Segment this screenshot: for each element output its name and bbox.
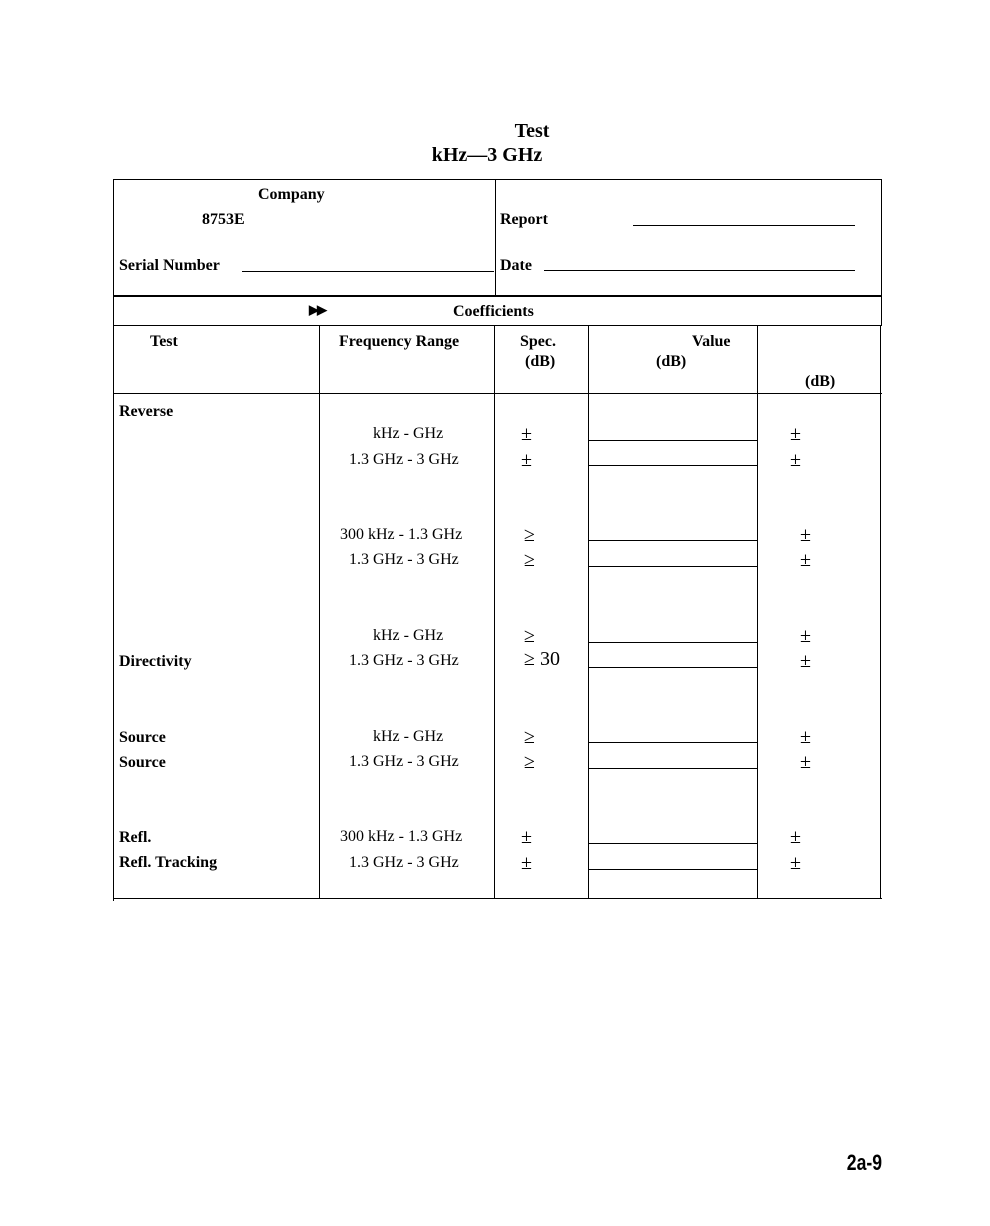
measured-value-field[interactable] [589,566,757,567]
freq-range: 1.3 GHz - 3 GHz [349,753,459,770]
spec-value: ≥ [524,751,535,773]
header-divider [495,179,496,297]
model-label: 8753E [202,211,245,228]
freq-range: 300 kHz - 1.3 GHz [340,526,463,543]
date-label: Date [500,257,532,274]
table-right-border [880,325,881,899]
group-label-directivity: Directivity [119,653,192,670]
col-header-value-unit: (dB) [656,353,687,370]
measured-value-field[interactable] [589,465,757,466]
col-divider-4 [757,325,758,899]
group-label-source-2: Source [119,754,166,771]
freq-range: 1.3 GHz - 3 GHz [349,854,459,871]
page-number: 2a-9 [846,1150,882,1175]
uncertainty-value: ± [790,423,801,445]
table-bottom-border [113,898,882,899]
section-arrow-icon: ▶▶ [309,302,325,317]
col-divider-1 [319,325,320,899]
uncertainty-value: ± [800,650,811,672]
uncertainty-value: ± [800,726,811,748]
spec-value: ± [521,449,532,471]
col-header-test: Test [150,333,178,350]
col-header-spec: Spec. [520,333,556,350]
measured-value-field[interactable] [589,540,757,541]
col-header-spec-unit: (dB) [525,353,556,370]
col-header-value: Value [692,333,731,350]
page-title-line1: Test [514,120,550,142]
header-box [113,179,882,297]
uncertainty-value: ± [800,524,811,546]
page-title-line2: kHz—3 GHz [431,144,543,166]
measured-value-field[interactable] [589,440,757,441]
column-header-divider [113,393,882,394]
col-header-frequency: Frequency Range [339,333,460,350]
serial-number-field[interactable] [242,271,494,272]
section-title: Coefficients [453,303,534,320]
freq-range: 1.3 GHz - 3 GHz [349,451,459,468]
freq-range: 1.3 GHz - 3 GHz [349,652,459,669]
group-label-reverse: Reverse [119,403,174,420]
freq-range: kHz - GHz [373,425,444,442]
spec-value: ≥ [524,524,535,546]
measured-value-field[interactable] [589,768,757,769]
col-header-uncertainty-unit: (dB) [805,373,836,390]
spec-value: ≥ 30 [524,648,560,670]
measured-value-field[interactable] [589,843,757,844]
uncertainty-value: ± [790,449,801,471]
group-label-refl: Refl. [119,829,152,846]
uncertainty-value: ± [800,625,811,647]
col-divider-3 [588,325,589,899]
spec-value: ≥ [524,726,535,748]
uncertainty-value: ± [790,852,801,874]
serial-number-label: Serial Number [119,257,220,274]
report-label: Report [500,211,548,228]
spec-value: ≥ [524,549,535,571]
spec-value: ≥ [524,625,535,647]
spec-value: ± [521,826,532,848]
freq-range: 300 kHz - 1.3 GHz [340,828,463,845]
group-label-source-1: Source [119,729,166,746]
uncertainty-value: ± [800,549,811,571]
measured-value-field[interactable] [589,667,757,668]
col-divider-2 [494,325,495,899]
uncertainty-value: ± [790,826,801,848]
measured-value-field[interactable] [589,869,757,870]
measured-value-field[interactable] [589,642,757,643]
spec-value: ± [521,423,532,445]
spec-value: ± [521,852,532,874]
measured-value-field[interactable] [589,742,757,743]
freq-range: 1.3 GHz - 3 GHz [349,551,459,568]
freq-range: kHz - GHz [373,627,444,644]
report-number-field[interactable] [633,225,855,226]
table-left-border [113,325,114,901]
uncertainty-value: ± [800,751,811,773]
company-label: Company [258,186,325,203]
freq-range: kHz - GHz [373,728,444,745]
date-field[interactable] [544,270,855,271]
group-label-refl-tracking: Refl. Tracking [119,854,218,871]
